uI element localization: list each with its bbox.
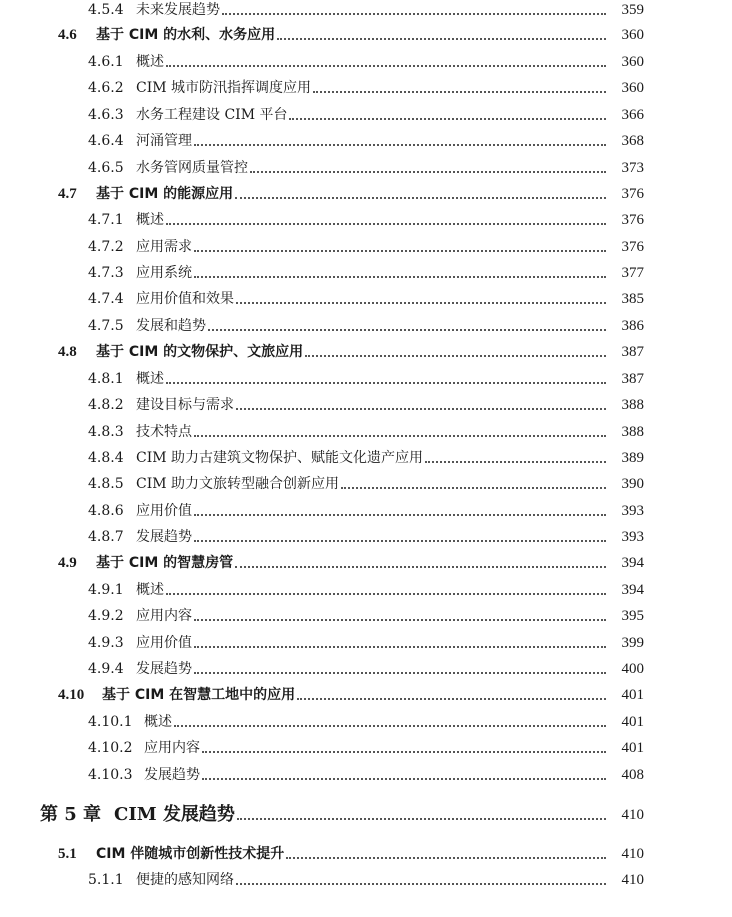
entry-number: 4.7.2 <box>88 239 124 255</box>
toc-entry[interactable] <box>88 447 644 469</box>
entry-page: 373 <box>621 160 644 176</box>
dot-leader <box>313 91 606 93</box>
section-page: 376 <box>621 186 644 202</box>
dot-leader <box>236 408 606 410</box>
toc-entry[interactable] <box>88 658 644 680</box>
entry-title: 发展趋势 <box>136 661 192 677</box>
entry-number: 4.6.5 <box>88 160 124 176</box>
dot-leader <box>250 171 606 173</box>
entry-title: 概述 <box>144 714 172 730</box>
dot-leader <box>202 751 606 753</box>
entry-number: 4.9.3 <box>88 635 124 651</box>
section-title: 基于 CIM 的文物保护、文旅应用 <box>96 344 304 360</box>
entry-page: 376 <box>621 239 644 255</box>
section-title: 基于 CIM 的水利、水务应用 <box>96 27 276 43</box>
entry-title: 应用系统 <box>136 265 192 281</box>
dot-leader <box>235 197 606 199</box>
dot-leader <box>174 725 606 727</box>
dot-leader <box>166 65 606 67</box>
dot-leader <box>194 250 606 252</box>
dot-leader <box>297 698 606 700</box>
entry-page: 376 <box>621 212 644 228</box>
toc-entry[interactable] <box>88 421 644 443</box>
entry-page: 368 <box>621 133 644 149</box>
dot-leader <box>166 223 606 225</box>
toc-entry[interactable] <box>88 157 644 179</box>
entry-page: 360 <box>621 54 644 70</box>
toc-entry[interactable] <box>88 526 644 548</box>
toc-entry[interactable] <box>88 764 644 786</box>
section-page: 387 <box>621 344 644 360</box>
entry-number: 4.8.2 <box>88 397 124 413</box>
toc-section[interactable] <box>58 24 644 46</box>
section-number: 4.6 <box>58 27 77 43</box>
entry-number: 4.8.6 <box>88 503 124 519</box>
entry-page: 359 <box>621 2 644 18</box>
entry-page: 366 <box>621 107 644 123</box>
entry-number: 4.6.1 <box>88 54 124 70</box>
entry-title: CIM 城市防汛指挥调度应用 <box>136 80 312 96</box>
entry-number: 4.10.1 <box>88 714 133 730</box>
section-title: 基于 CIM 的智慧房管 <box>96 555 234 571</box>
dot-leader <box>305 355 606 357</box>
dot-leader <box>194 672 606 674</box>
dot-leader <box>194 144 606 146</box>
entry-page: 408 <box>621 767 644 783</box>
section-title: 基于 CIM 在智慧工地中的应用 <box>102 687 296 703</box>
chapter-title: CIM 发展趋势 <box>114 804 235 825</box>
toc-entry[interactable] <box>88 77 644 99</box>
entry-title: CIM 助力古建筑文物保护、赋能文化遗产应用 <box>136 450 424 466</box>
toc-entry[interactable] <box>88 236 644 258</box>
entry-number: 4.5.4 <box>88 2 124 18</box>
dot-leader <box>194 435 606 437</box>
toc-entry[interactable] <box>88 579 644 601</box>
entry-page: 385 <box>621 291 644 307</box>
toc-entry[interactable] <box>88 500 644 522</box>
toc-entry[interactable] <box>88 104 644 126</box>
toc-section[interactable] <box>58 843 644 865</box>
toc-section[interactable] <box>58 684 644 706</box>
entry-title: 水务工程建设 CIM 平台 <box>136 107 288 123</box>
entry-title: 建设目标与需求 <box>136 397 234 413</box>
entry-title: 发展趋势 <box>136 529 192 545</box>
toc-entry[interactable] <box>88 130 644 152</box>
toc-entry[interactable] <box>88 394 644 416</box>
toc-entry[interactable] <box>88 869 644 891</box>
entry-number: 4.7.3 <box>88 265 124 281</box>
toc-section[interactable] <box>58 183 644 205</box>
dot-leader <box>222 13 606 15</box>
toc-entry[interactable] <box>88 473 644 495</box>
entry-page: 394 <box>621 582 644 598</box>
entry-title: 技术特点 <box>136 424 192 440</box>
entry-number: 4.9.4 <box>88 661 124 677</box>
entry-page: 395 <box>621 608 644 624</box>
dot-leader <box>194 514 606 516</box>
entry-title: 应用内容 <box>136 608 192 624</box>
section-page: 360 <box>621 27 644 43</box>
entry-page: 393 <box>621 503 644 519</box>
dot-leader <box>166 382 606 384</box>
dot-leader <box>194 619 606 621</box>
entry-number: 4.6.4 <box>88 133 124 149</box>
dot-leader <box>425 461 606 463</box>
entry-number: 4.7.1 <box>88 212 124 228</box>
toc-entry[interactable] <box>88 209 644 231</box>
entry-page: 386 <box>621 318 644 334</box>
entry-title: 发展和趋势 <box>136 318 206 334</box>
entry-title: 应用价值 <box>136 635 192 651</box>
entry-page: 360 <box>621 80 644 96</box>
entry-title: 概述 <box>136 212 164 228</box>
dot-leader <box>235 566 606 568</box>
dot-leader <box>208 329 606 331</box>
entry-number: 4.7.4 <box>88 291 124 307</box>
entry-number: 4.6.2 <box>88 80 124 96</box>
entry-number: 4.8.7 <box>88 529 124 545</box>
entry-title: CIM 助力文旅转型融合创新应用 <box>136 476 340 492</box>
section-title: CIM 伴随城市创新性技术提升 <box>96 846 285 862</box>
entry-page: 389 <box>621 450 644 466</box>
toc-entry[interactable] <box>88 288 644 310</box>
entry-number: 4.9.2 <box>88 608 124 624</box>
entry-title: 发展趋势 <box>144 767 200 783</box>
entry-page: 390 <box>621 476 644 492</box>
entry-number: 4.10.2 <box>88 740 133 756</box>
entry-page: 377 <box>621 265 644 281</box>
section-number: 5.1 <box>58 846 77 862</box>
entry-title: 未来发展趋势 <box>136 2 220 18</box>
dot-leader <box>236 302 606 304</box>
dot-leader <box>277 38 606 40</box>
toc-entry[interactable] <box>88 368 644 390</box>
entry-title: 河涌管理 <box>136 133 192 149</box>
dot-leader <box>289 118 606 120</box>
entry-number: 4.8.3 <box>88 424 124 440</box>
entry-title: 应用需求 <box>136 239 192 255</box>
dot-leader <box>194 540 606 542</box>
toc-chapter[interactable] <box>40 800 644 830</box>
dot-leader <box>237 818 606 820</box>
entry-title: 应用价值 <box>136 503 192 519</box>
entry-page: 401 <box>621 740 644 756</box>
entry-page: 387 <box>621 371 644 387</box>
toc-entry[interactable] <box>88 605 644 627</box>
dot-leader <box>236 883 606 885</box>
section-page: 401 <box>621 687 644 703</box>
section-number: 4.8 <box>58 344 77 360</box>
toc-entry[interactable] <box>88 315 644 337</box>
entry-number: 4.7.5 <box>88 318 124 334</box>
entry-number: 4.8.1 <box>88 371 124 387</box>
toc-entry[interactable] <box>88 262 644 284</box>
section-page: 410 <box>621 846 644 862</box>
toc-entry[interactable] <box>88 737 644 759</box>
entry-title: 水务管网质量管控 <box>136 160 248 176</box>
section-title: 基于 CIM 的能源应用 <box>96 186 234 202</box>
entry-page: 410 <box>621 872 644 888</box>
entry-number: 5.1.1 <box>88 872 124 888</box>
toc-section[interactable] <box>58 341 644 363</box>
chapter-page: 410 <box>621 807 644 823</box>
entry-number: 4.10.3 <box>88 767 133 783</box>
dot-leader <box>194 646 606 648</box>
entry-page: 393 <box>621 529 644 545</box>
toc-entry[interactable] <box>88 711 644 733</box>
entry-title: 概述 <box>136 582 164 598</box>
entry-title: 应用价值和效果 <box>136 291 234 307</box>
dot-leader <box>166 593 606 595</box>
section-page: 394 <box>621 555 644 571</box>
toc-section[interactable] <box>58 552 644 574</box>
entry-page: 399 <box>621 635 644 651</box>
dot-leader <box>194 276 606 278</box>
entry-number: 4.9.1 <box>88 582 124 598</box>
dot-leader <box>286 857 606 859</box>
dot-leader <box>202 778 606 780</box>
entry-page: 400 <box>621 661 644 677</box>
toc-entry[interactable] <box>88 51 644 73</box>
dot-leader <box>341 487 606 489</box>
section-number: 4.10 <box>58 687 85 703</box>
entry-number: 4.8.4 <box>88 450 124 466</box>
entry-page: 388 <box>621 397 644 413</box>
entry-page: 401 <box>621 714 644 730</box>
entry-title: 应用内容 <box>144 740 200 756</box>
entry-page: 388 <box>621 424 644 440</box>
toc-entry[interactable] <box>88 632 644 654</box>
section-number: 4.7 <box>58 186 77 202</box>
entry-number: 4.8.5 <box>88 476 124 492</box>
toc-entry[interactable] <box>88 0 644 21</box>
entry-title: 概述 <box>136 54 164 70</box>
entry-title: 便捷的感知网络 <box>136 872 234 888</box>
section-number: 4.9 <box>58 555 77 571</box>
entry-title: 概述 <box>136 371 164 387</box>
chapter-number: 第 5 章 <box>40 804 102 825</box>
entry-number: 4.6.3 <box>88 107 124 123</box>
